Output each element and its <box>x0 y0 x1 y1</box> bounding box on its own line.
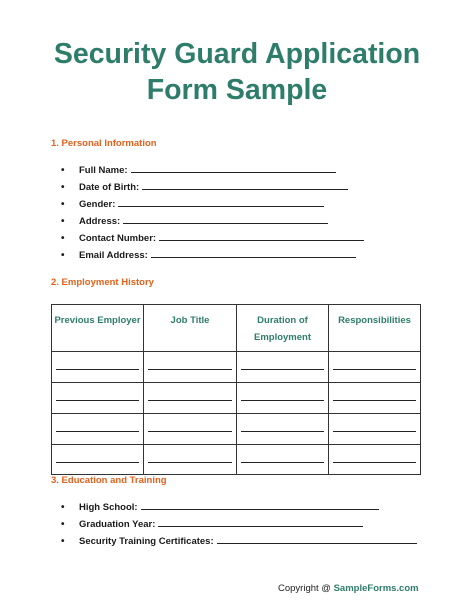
column-header: Job Title <box>144 305 237 352</box>
list-item <box>60 179 364 196</box>
table-cell[interactable] <box>52 352 144 383</box>
list-item <box>60 230 364 247</box>
field-label: Graduation Year: <box>79 519 156 530</box>
table-cell[interactable] <box>144 445 237 475</box>
section-heading-personal: 1. Personal Information <box>51 138 157 149</box>
blank-line <box>148 462 232 463</box>
blank-line <box>333 431 416 432</box>
list-item <box>60 213 364 230</box>
list-item <box>60 533 417 550</box>
form-title <box>0 36 474 108</box>
table-cell[interactable] <box>144 414 237 445</box>
brand-link[interactable]: SampleForms.com <box>333 583 419 594</box>
copyright-text: Copyright @ <box>278 583 331 594</box>
blank-line <box>56 462 139 463</box>
blank-line <box>241 369 324 370</box>
gender-field[interactable] <box>118 196 324 207</box>
table-cell[interactable] <box>144 352 237 383</box>
personal-info-list <box>60 162 364 264</box>
employment-history-table <box>51 304 421 475</box>
table-cell[interactable] <box>237 383 329 414</box>
footer <box>278 583 419 594</box>
list-item <box>60 196 364 213</box>
list-item <box>60 499 417 516</box>
blank-line <box>333 462 416 463</box>
table-cell[interactable] <box>52 383 144 414</box>
blank-line <box>333 369 416 370</box>
blank-line <box>56 369 139 370</box>
blank-line <box>241 431 324 432</box>
blank-line <box>241 462 324 463</box>
contact-number-field[interactable] <box>159 230 364 241</box>
field-label: Email Address: <box>79 250 148 261</box>
blank-line <box>333 400 416 401</box>
email-address-field[interactable] <box>151 247 356 258</box>
table-cell[interactable] <box>329 352 420 383</box>
table-cell[interactable] <box>329 445 420 475</box>
field-label: Address: <box>79 216 121 227</box>
section-heading-education: 3. Education and Training <box>51 475 167 486</box>
field-label: Gender: <box>79 199 116 210</box>
blank-line <box>56 431 139 432</box>
table-cell[interactable] <box>329 383 420 414</box>
security-training-certificates-field[interactable] <box>217 533 417 544</box>
table-cell[interactable] <box>237 445 329 475</box>
blank-line <box>56 400 139 401</box>
field-label: Date of Birth: <box>79 182 140 193</box>
address-field[interactable] <box>123 213 328 224</box>
table-cell[interactable] <box>329 414 420 445</box>
list-item <box>60 162 364 179</box>
table-cell[interactable] <box>52 414 144 445</box>
column-header: Duration of Employment <box>237 305 329 352</box>
field-label: Contact Number: <box>79 233 157 244</box>
field-label: High School: <box>79 502 138 513</box>
blank-line <box>148 400 232 401</box>
blank-line <box>148 431 232 432</box>
blank-line <box>148 369 232 370</box>
table-cell[interactable] <box>237 352 329 383</box>
date-of-birth-field[interactable] <box>142 179 348 190</box>
high-school-field[interactable] <box>141 499 379 510</box>
field-label: Security Training Certificates: <box>79 536 214 547</box>
table-cell[interactable] <box>237 414 329 445</box>
table-cell[interactable] <box>144 383 237 414</box>
education-list <box>60 499 417 550</box>
form-title-line-2: Form Sample <box>146 74 328 106</box>
field-label: Full Name: <box>79 165 128 176</box>
form-title-line-1: Security Guard Application <box>53 38 421 70</box>
blank-line <box>241 400 324 401</box>
list-item <box>60 516 417 533</box>
section-heading-employment: 2. Employment History <box>51 277 154 288</box>
list-item <box>60 247 364 264</box>
table-cell[interactable] <box>52 445 144 475</box>
column-header: Previous Employer <box>52 305 144 352</box>
full-name-field[interactable] <box>131 162 336 173</box>
column-header: Responsibilities <box>329 305 420 352</box>
graduation-year-field[interactable] <box>158 516 363 527</box>
